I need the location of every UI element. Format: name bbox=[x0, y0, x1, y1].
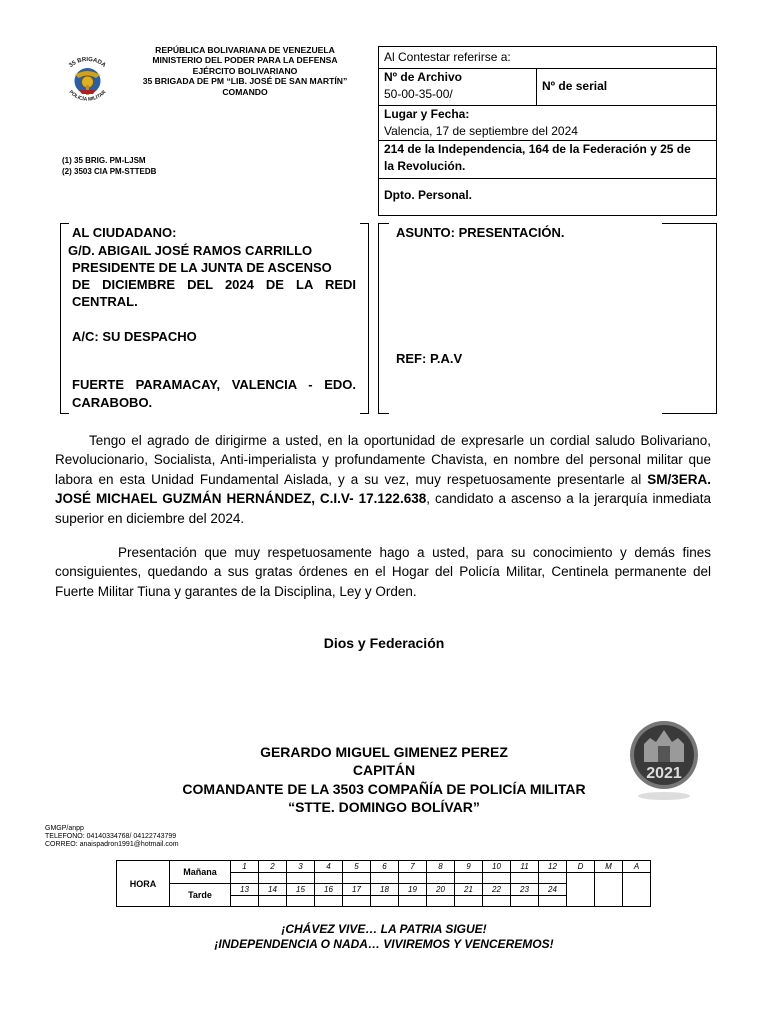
institution-line: REPÚBLICA BOLIVARIANA DE VENEZUELA bbox=[155, 45, 335, 55]
institution-line: 35 BRIGADA DE PM “LIB. JOSÉ DE SAN MARTÍN” bbox=[142, 76, 348, 87]
svg-text:35 BRIGADA: 35 BRIGADA bbox=[68, 56, 107, 69]
unit-line: (2) 3503 CIA PM-STTEDB bbox=[62, 167, 157, 176]
month-header: M bbox=[595, 861, 623, 873]
archivo-label: Nº de Archivo bbox=[384, 70, 462, 84]
svg-text:2021: 2021 bbox=[646, 765, 682, 782]
hour-cell: 17 bbox=[343, 884, 371, 896]
hour-cell: 16 bbox=[315, 884, 343, 896]
manana-label: Mañana bbox=[170, 861, 231, 884]
subject-label: ASUNTO: PRESENTACIÓN. bbox=[396, 225, 565, 240]
institution-line: COMANDO bbox=[222, 86, 268, 97]
attention-line: A/C: SU DESPACHO bbox=[72, 329, 197, 344]
recipient-box bbox=[60, 223, 370, 413]
phone: TELEFONO: 04140334768/ 04122743799 bbox=[45, 833, 177, 840]
hour-cell: 20 bbox=[427, 884, 455, 896]
unit-line: (1) 35 BRIG. PM-LJSM bbox=[62, 156, 146, 165]
recipient-title-line: PRESIDENTE DE LA JUNTA DE ASCENSO bbox=[72, 260, 332, 275]
hour-table bbox=[116, 860, 651, 907]
hour-cell: 21 bbox=[455, 884, 483, 896]
hour-cell: 6 bbox=[371, 861, 399, 873]
reference-info-box bbox=[378, 46, 717, 216]
hour-cell: 12 bbox=[539, 861, 567, 873]
hour-cell: 24 bbox=[539, 884, 567, 896]
hour-cell: 9 bbox=[455, 861, 483, 873]
recipient-name: G/D. ABIGAIL JOSÉ RAMOS CARRILLO bbox=[68, 243, 313, 258]
hour-cell: 1 bbox=[231, 861, 259, 873]
lugar-value: Valencia, 17 de septiembre del 2024 bbox=[384, 124, 578, 138]
body-paragraph-2: Presentación que muy respetuosamente hago a usted, para su conocimiento y demás fines consiguientes, quedando a sus gratas órdenes en el Hogar del Policía Militar, Centinela permanente del Fuerte Militar Tiuna y garantes de la Disciplina, Ley y Orden. bbox=[55, 545, 711, 599]
motto-line-2: ¡INDEPENDENCIA O NADA… VIVIREMOS Y VENCEREMOS! bbox=[214, 937, 554, 951]
hour-cell: 14 bbox=[259, 884, 287, 896]
hour-cell: 5 bbox=[343, 861, 371, 873]
lugar-label: Lugar y Fecha: bbox=[384, 107, 470, 121]
hour-cell: 2 bbox=[259, 861, 287, 873]
institution-line: MINISTERIO DEL PODER PARA LA DEFENSA bbox=[152, 55, 338, 66]
recipient-title-line: CENTRAL. bbox=[72, 294, 138, 309]
institution-header bbox=[120, 45, 370, 97]
recipient-location-line: CARABOBO. bbox=[72, 395, 153, 410]
signatory-unit: “STTE. DOMINGO BOLÍVAR” bbox=[288, 799, 480, 815]
body-paragraph-1: Tengo el agrado de dirigirme a usted, en la oportunidad de expresarle un cordial saludo Bolivariano, Revolucionario, Socialista, Anti-imperialista y profundamente Chavista, en nombre del personal militar que labora en esta Unidad Fundamental Aislada, y a su vez, muy respetuosamente presentarle al SM/3ERA. JOSÉ MICHAEL GUZMÁN HERNÁNDEZ, C.I.V- 17.122.638, candidato a ascenso a la jerarquía inmediata superior en diciembre del 2024. bbox=[55, 433, 711, 526]
candidate-name: SM/3ERA. JOSÉ MICHAEL GUZMÁN HERNÁNDEZ, C.I.V- 17.122.638 bbox=[55, 471, 711, 507]
recipient-location-line: FUERTE PARAMACAY, VALENCIA - EDO. bbox=[72, 377, 356, 392]
signatory-rank: CAPITÁN bbox=[352, 762, 416, 778]
department-label: Dpto. Personal. bbox=[384, 188, 473, 202]
hour-cell: 3 bbox=[287, 861, 315, 873]
reply-reference-label: Al Contestar referirse a: bbox=[384, 50, 511, 64]
tarde-label: Tarde bbox=[170, 884, 231, 907]
initials: GMGP/anpp bbox=[45, 825, 84, 832]
email: CORREO: anaispadron1991@hotmail.com bbox=[45, 841, 179, 848]
signatory-name: GERARDO MIGUEL GIMENEZ PEREZ bbox=[260, 744, 508, 760]
hora-label: HORA bbox=[117, 861, 170, 907]
hour-cell: 22 bbox=[483, 884, 511, 896]
hour-cell: 10 bbox=[483, 861, 511, 873]
reference-code: REF: P.A.V bbox=[396, 351, 463, 366]
distribution-units bbox=[62, 155, 156, 177]
year-header: A bbox=[623, 861, 651, 873]
hour-cell: 4 bbox=[315, 861, 343, 873]
archivo-value: 50-00-35-00/ bbox=[384, 87, 453, 101]
independence-years-line2: la Revolución. bbox=[384, 159, 466, 173]
hour-cell: 13 bbox=[231, 884, 259, 896]
hour-cell: 7 bbox=[399, 861, 427, 873]
motto-line-1: ¡CHÁVEZ VIVE… LA PATRIA SIGUE! bbox=[281, 922, 487, 936]
serial-label: Nº de serial bbox=[542, 79, 608, 93]
hour-cell: 8 bbox=[427, 861, 455, 873]
signatory-title: COMANDANTE DE LA 3503 COMPAÑÍA DE POLICÍA MILITAR bbox=[182, 781, 586, 797]
independence-years-line1: 214 de la Independencia, 164 de la Federación y 25 de bbox=[384, 142, 691, 156]
hour-cell: 11 bbox=[511, 861, 539, 873]
recipient-title-line: DE DICIEMBRE DEL 2024 DE LA REDI bbox=[72, 277, 356, 292]
recipient-salutation: AL CIUDADANO: bbox=[72, 225, 177, 240]
closing-phrase: Dios y Federación bbox=[323, 635, 445, 651]
institution-line: EJÉRCITO BOLIVARIANO bbox=[192, 65, 298, 76]
svg-text:POLICÍA MILITAR: POLICÍA MILITAR bbox=[67, 89, 108, 103]
hour-cell: 18 bbox=[371, 884, 399, 896]
hour-cell: 19 bbox=[399, 884, 427, 896]
day-header: D bbox=[567, 861, 595, 873]
hour-cell: 23 bbox=[511, 884, 539, 896]
subject-box bbox=[378, 223, 717, 413]
hour-cell: 15 bbox=[287, 884, 315, 896]
brigade-logo bbox=[55, 45, 120, 117]
